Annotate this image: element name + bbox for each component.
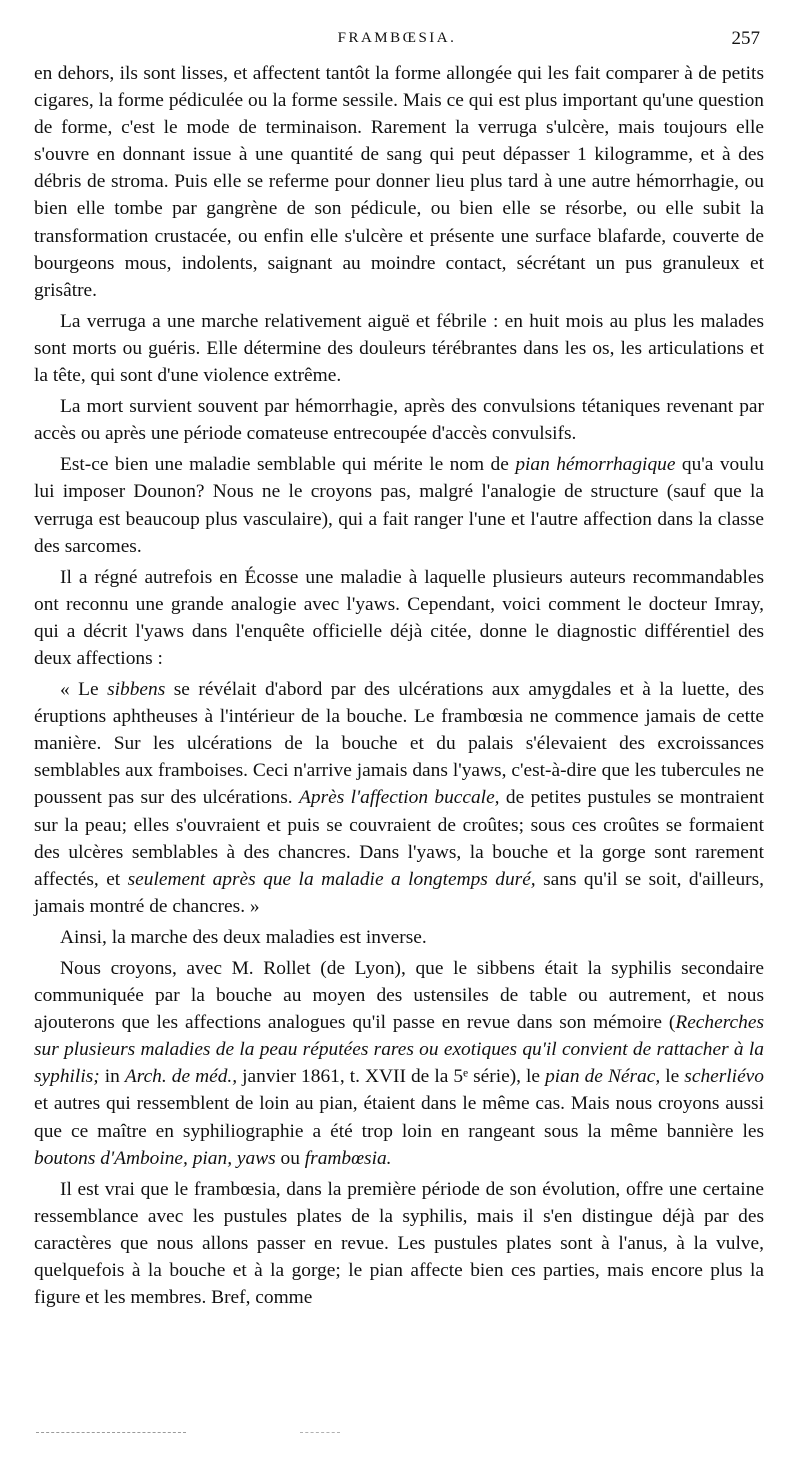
paragraph-pian-hemorrhagique: [34, 451, 764, 559]
paragraph-distinction: Il est vrai que le frambœsia, dans la première période de son évolution, offre une certaine ressemblance avec les pustules plates de la syphilis, mais il s'en distingue déjà par des caractères que nous allons passer en revue. Les pustules plates sont à l'anus, à la vulve, quelquefois à la bouche et à la gorge; le pian affecte bien ces parties, mais encore plus la figure et les membres. Bref, comme: [34, 1178, 764, 1309]
paragraph-death: La mort survient souvent par hémorrhagie, après des convulsions tétaniques revenant par accès ou après une période comateuse entrecoupée d'accès convulsifs.: [34, 396, 764, 445]
italic-phrase: Après l'affection buccale,: [299, 787, 500, 809]
italic-phrase: seulement après que la maladie a longtemps duré,: [127, 868, 536, 890]
italic-term: pian de Nérac,: [545, 1066, 661, 1088]
running-head: [34, 30, 760, 56]
italic-title: Recherches sur plusieurs maladies de la peau réputées rares ou exotiques qu'il convient de rattacher à la syphilis;: [34, 1012, 764, 1088]
text-run: « Le: [60, 679, 108, 701]
text-run: sans qu'il se soit, d'ailleurs, jamais montré de chancres. »: [34, 868, 765, 917]
text-run: ou: [275, 1147, 305, 1169]
text-run: qu'a voulu lui imposer Dounon? Nous ne le croyons pas, malgré l'analogie de structure (sauf que la verruga est beaucoup plus vasculaire), qui a fait ranger l'une et l'autre affection dans la classe des sarcomes.: [34, 454, 764, 557]
italic-journal: Arch. de méd.,: [124, 1066, 238, 1088]
text-run: Est-ce bien une maladie semblable qui mérite le nom de: [60, 454, 516, 476]
text-run: in: [99, 1066, 125, 1088]
paragraph-verruga-termination: en dehors, ils sont lisses, et affectent tantôt la forme allongée qui les fait comparer à de petits cigares, la forme pédiculée ou la forme sessile. Mais ce qui est plus important qu'une question de forme, c'est le mode de terminaison. Rarement la verruga s'ulcère, mais toujours elle s'ouvre en donnant issue à une quantité de sang qui peut dépasser 1 kilogramme, et à des débris de stroma. Puis elle se referme pour donner lieu plus tard à une autre hémorrhagie, ou bien elle tombe par gangrène de son pédicule, ou bien elle se résorbe, ou elle subit la transformation crustacée, ou enfin elle s'ulcère et présente une surface blafarde, couverte de bourgeons mous, indolents, saignant au moindre contact, sécrétant un pus granuleux et grisâtre.: [34, 63, 764, 301]
paragraph-inverse-course: Ainsi, la marche des deux maladies est inverse.: [60, 926, 427, 948]
italic-term: scherliévo: [684, 1066, 764, 1088]
running-title: FRAMBŒSIA.: [337, 30, 457, 46]
bottom-rule-mark: [300, 1432, 340, 1433]
paragraph-sibbens-intro: Il a régné autrefois en Écosse une maladie à laquelle plusieurs auteurs recommandables ont reconnu une grande analogie avec l'yaws. Cependant, voici comment le docteur Imray, qui a décrit l'yaws dans l'enquête officielle déjà citée, donne le diagnostic différentiel des deux affections :: [34, 566, 764, 669]
text-run: Nous croyons, avec M. Rollet (de Lyon), que le sibbens était la syphilis secondaire communiquée par la bouche au moyen des ustensiles de table ou autrement, et nous ajouterons que les affections analogues qu'il passe en revue dans son mémoire (: [34, 958, 764, 1034]
page-number: 257: [731, 28, 760, 49]
text-run: se révélait d'abord par des ulcérations aux amygdales et à la luette, des éruptions aphtheuses à l'intérieur de la bouche. Le frambœsia ne commence jamais de cette manière. Sur les ulcérations de la bouche et du palais s'élevaient des excroissances semblables aux framboises. Ceci n'arrive jamais dans l'yaws, c'est-à-dire que les tubercules ne poussent pas sur des ulcérations.: [34, 679, 764, 809]
bottom-rule: [36, 1432, 186, 1433]
italic-term: sibbens: [107, 679, 166, 701]
text-run: et autres qui ressemblent de loin au pian, étaient dans le même cas. Mais nous croyons aussi que ce maître en syphiliographie a été trop loin en rangeant sous la même bannière les: [34, 1093, 764, 1142]
italic-terms: boutons d'Amboine, pian, yaws: [34, 1147, 276, 1169]
italic-term: frambœsia.: [304, 1147, 392, 1169]
paragraph-imray-quote: [34, 676, 764, 920]
text-run: janvier 1861, t. XVII de la 5ᵉ série), le: [237, 1066, 546, 1088]
text-run: le: [660, 1066, 685, 1088]
text-run: de petites pustules se montraient sur la peau; elles s'ouvraient et puis se couvraient de croûtes; sous ces croûtes se formaient des ulcères semblables à des chancres. Dans l'yaws, la bouche et la gorge sont rarement affectés, et: [34, 787, 764, 890]
paragraph-verruga-course: La verruga a une marche relativement aiguë et fébrile : en huit mois au plus les malades sont morts ou guéris. Elle détermine des douleurs térébrantes dans les os, les articulations et la tête, qui sont d'une violence extrême.: [34, 310, 764, 387]
body-text: [34, 60, 764, 1311]
italic-term: pian hémorrhagique: [515, 454, 676, 476]
paragraph-rollet: [34, 955, 764, 1172]
